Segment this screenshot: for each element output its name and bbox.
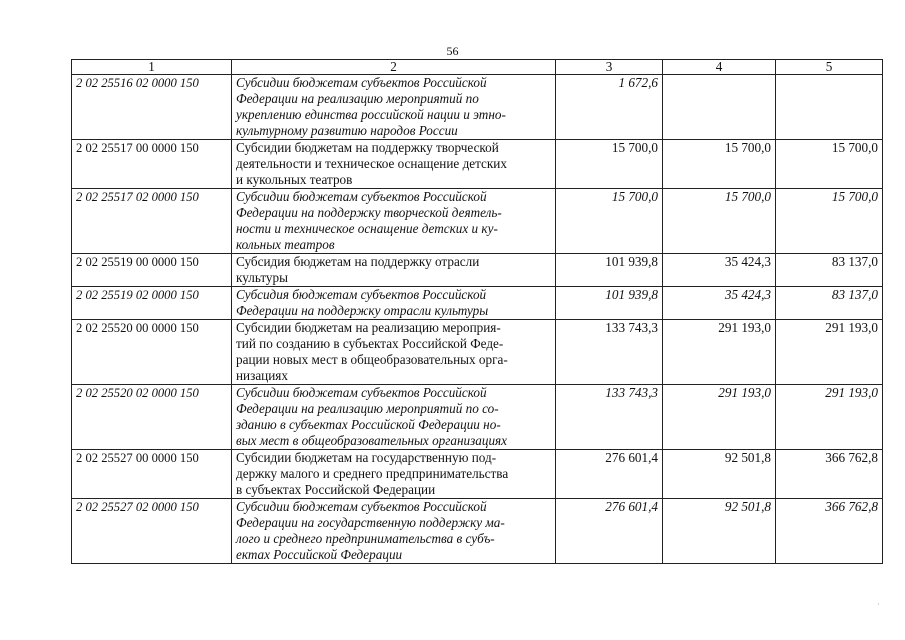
amount-cell-col-3: 133 743,3 (556, 320, 663, 385)
description-line: низациях (236, 368, 288, 383)
table-row (72, 75, 883, 140)
amount-cell-col-3: 15 700,0 (556, 189, 663, 254)
budget-code-cell: 2 02 25520 02 0000 150 (72, 385, 232, 450)
description-line: рации новых мест в общеобразовательных орга- (236, 352, 508, 367)
amount-cell-col-5: 291 193,0 (776, 320, 883, 385)
amount-cell-col-4: 291 193,0 (663, 385, 776, 450)
budget-code-cell: 2 02 25519 02 0000 150 (72, 287, 232, 320)
amount-cell-col-5: 291 193,0 (776, 385, 883, 450)
table-row (72, 385, 883, 450)
description-line: Субсидия бюджетам на поддержку отрасли (236, 254, 480, 269)
header-col-5: 5 (776, 60, 883, 75)
header-col-3: 3 (556, 60, 663, 75)
table-row (72, 140, 883, 189)
description-line: Федерации на поддержку отрасли культуры (236, 303, 489, 318)
description-cell (232, 287, 556, 320)
amount-cell-col-4: 35 424,3 (663, 254, 776, 287)
amount-cell-col-4: 35 424,3 (663, 287, 776, 320)
description-line: тий по созданию в субъектах Российской Феде- (236, 336, 504, 351)
amount-cell-col-3: 101 939,8 (556, 287, 663, 320)
budget-revenue-table (71, 59, 883, 564)
description-line: ности и техническое оснащение детских и ку- (236, 221, 498, 236)
margin-mark: · (877, 600, 880, 609)
description-cell (232, 75, 556, 140)
amount-cell-col-4: 15 700,0 (663, 189, 776, 254)
description-line: Субсидии бюджетам на государственную под- (236, 450, 497, 465)
amount-cell-col-5: 366 762,8 (776, 499, 883, 564)
table-body (72, 75, 883, 564)
description-line: Субсидии бюджетам субъектов Российской (236, 499, 487, 514)
amount-cell-col-3: 276 601,4 (556, 450, 663, 499)
budget-code-cell: 2 02 25516 02 0000 150 (72, 75, 232, 140)
table-row (72, 287, 883, 320)
description-line: держку малого и среднего предпринимательства (236, 466, 509, 481)
budget-code-cell: 2 02 25517 02 0000 150 (72, 189, 232, 254)
amount-cell-col-4: 15 700,0 (663, 140, 776, 189)
amount-cell-col-4: 92 501,8 (663, 450, 776, 499)
description-line: Субсидии бюджетам субъектов Российской (236, 385, 487, 400)
description-line: Субсидия бюджетам субъектов Российской (236, 287, 487, 302)
table-header-row (72, 60, 883, 75)
description-cell (232, 140, 556, 189)
description-line: и кукольных театров (236, 172, 353, 187)
table-row (72, 320, 883, 385)
budget-code-cell: 2 02 25527 02 0000 150 (72, 499, 232, 564)
amount-cell-col-3: 1 672,6 (556, 75, 663, 140)
description-line: культурному развитию народов России (236, 123, 458, 138)
description-line: зданию в субъектах Российской Федерации но- (236, 417, 501, 432)
amount-cell-col-4: 92 501,8 (663, 499, 776, 564)
amount-cell-col-5: 83 137,0 (776, 254, 883, 287)
amount-cell-col-4: 291 193,0 (663, 320, 776, 385)
description-line: лого и среднего предпринимательства в субъ- (236, 531, 495, 546)
amount-cell-col-5: 83 137,0 (776, 287, 883, 320)
table-row (72, 254, 883, 287)
description-line: деятельности и техническое оснащение детских (236, 156, 507, 171)
description-line: Субсидии бюджетам на поддержку творческой (236, 140, 499, 155)
amount-cell-col-3: 276 601,4 (556, 499, 663, 564)
header-col-1: 1 (72, 60, 232, 75)
table-row (72, 499, 883, 564)
amount-cell-col-3: 133 743,3 (556, 385, 663, 450)
budget-code-cell: 2 02 25520 00 0000 150 (72, 320, 232, 385)
header-col-4: 4 (663, 60, 776, 75)
description-line: вых мест в общеобразовательных организациях (236, 433, 508, 448)
budget-code-cell: 2 02 25527 00 0000 150 (72, 450, 232, 499)
description-cell (232, 320, 556, 385)
header-col-2: 2 (232, 60, 556, 75)
amount-cell-col-5: 15 700,0 (776, 140, 883, 189)
page-number: 56 (446, 44, 459, 58)
amount-cell-col-5: 15 700,0 (776, 189, 883, 254)
description-line: в субъектах Российской Федерации (236, 482, 436, 497)
table-row (72, 450, 883, 499)
amount-cell-col-5 (776, 75, 883, 140)
description-cell (232, 385, 556, 450)
description-line: укреплению единства российской нации и этно- (236, 107, 506, 122)
description-cell (232, 450, 556, 499)
description-cell (232, 189, 556, 254)
table-row (72, 189, 883, 254)
budget-code-cell: 2 02 25519 00 0000 150 (72, 254, 232, 287)
description-line: кольных театров (236, 237, 335, 252)
amount-cell-col-5: 366 762,8 (776, 450, 883, 499)
amount-cell-col-3: 101 939,8 (556, 254, 663, 287)
description-line: Федерации на государственную поддержку ма- (236, 515, 505, 530)
amount-cell-col-3: 15 700,0 (556, 140, 663, 189)
description-line: ектах Российской Федерации (236, 547, 403, 562)
description-line: культуры (236, 270, 288, 285)
description-line: Субсидии бюджетам на реализацию мероприя- (236, 320, 501, 335)
description-line: Федерации на реализацию мероприятий по со- (236, 401, 499, 416)
description-cell (232, 254, 556, 287)
budget-code-cell: 2 02 25517 00 0000 150 (72, 140, 232, 189)
description-line: Субсидии бюджетам субъектов Российской (236, 75, 487, 90)
description-cell (232, 499, 556, 564)
description-line: Федерации на реализацию мероприятий по (236, 91, 479, 106)
amount-cell-col-4 (663, 75, 776, 140)
description-line: Субсидии бюджетам субъектов Российской (236, 189, 487, 204)
description-line: Федерации на поддержку творческой деятель- (236, 205, 502, 220)
